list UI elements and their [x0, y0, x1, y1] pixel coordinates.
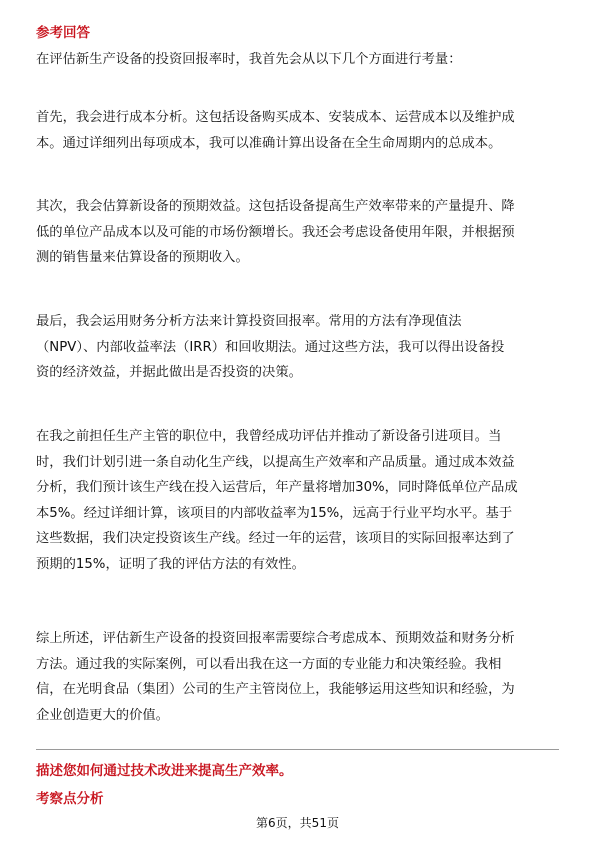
- text-line: 本5%。经过详细计算，该项目的内部收益率为15%，远高于行业平均水平。基于: [36, 505, 513, 521]
- text-line: 时，我们计划引进一条自动化生产线，以提高生产效率和产品质量。通过成本效益: [36, 454, 515, 470]
- text-line: 综上所述，评估新生产设备的投资回报率需要综合考虑成本、预期效益和财务分析: [36, 631, 515, 646]
- text-line: 预期的15%，证明了我的评估方法的有效性。: [36, 556, 305, 572]
- text-line: 低的单位产品成本以及可能的市场份额增长。我还会考虑设备使用年限，并根据预: [36, 224, 515, 240]
- paragraph-case-study: [36, 424, 558, 578]
- text-line: 在我之前担任生产主管的职位中，我曾经成功评估并推动了新设备引进项目。当: [36, 429, 502, 444]
- text-line: 信，在光明食品（集团）公司的生产主管岗位上，我能够运用这些知识和经验，为: [36, 682, 515, 698]
- text-line: 本。通过详细列出每项成本，我可以准确计算出设备在全生命周期内的总成本。: [36, 135, 502, 151]
- paragraph-expected-benefit: [36, 194, 558, 271]
- page-number-footer: 第6页，共51页: [256, 816, 339, 830]
- text-line: 其次，我会估算新设备的预期效益。这包括设备提高生产效率带来的产量提升、降: [36, 199, 515, 214]
- analysis-heading: 考察点分析: [36, 791, 104, 807]
- text-line: （NPV）、内部收益率法（IRR）和回收期法。通过这些方法，我可以得出设备投: [36, 339, 505, 355]
- section-divider: [36, 749, 559, 750]
- paragraph-financial-methods: [36, 309, 558, 386]
- text-line: 测的销售量来估算设备的预期收入。: [36, 250, 249, 266]
- reference-answer-heading: 参考回答: [36, 25, 90, 41]
- text-line: 在评估新生产设备的投资回报率时，我首先会从以下几个方面进行考量：: [36, 52, 462, 67]
- text-line: 分析，我们预计该生产线在投入运营后，年产量将增加30%，同时降低单位产品成: [36, 480, 518, 496]
- paragraph-intro: [36, 47, 558, 73]
- text-line: 资的经济效益，并据此做出是否投资的决策。: [36, 365, 302, 381]
- next-question-heading: 描述您如何通过技术改进来提高生产效率。: [36, 763, 293, 779]
- text-line: 这些数据，我们决定投资该生产线。经过一年的运营，该项目的实际回报率达到了: [36, 531, 515, 547]
- paragraph-conclusion: [36, 626, 558, 728]
- text-line: 最后，我会运用财务分析方法来计算投资回报率。常用的方法有净现值法: [36, 314, 462, 329]
- text-line: 企业创造更大的价值。: [36, 707, 169, 723]
- text-line: 方法。通过我的实际案例，可以看出我在这一方面的专业能力和决策经验。我相: [36, 656, 502, 672]
- text-line: 首先，我会进行成本分析。这包括设备购买成本、安装成本、运营成本以及维护成: [36, 110, 515, 125]
- paragraph-cost-analysis: [36, 105, 558, 156]
